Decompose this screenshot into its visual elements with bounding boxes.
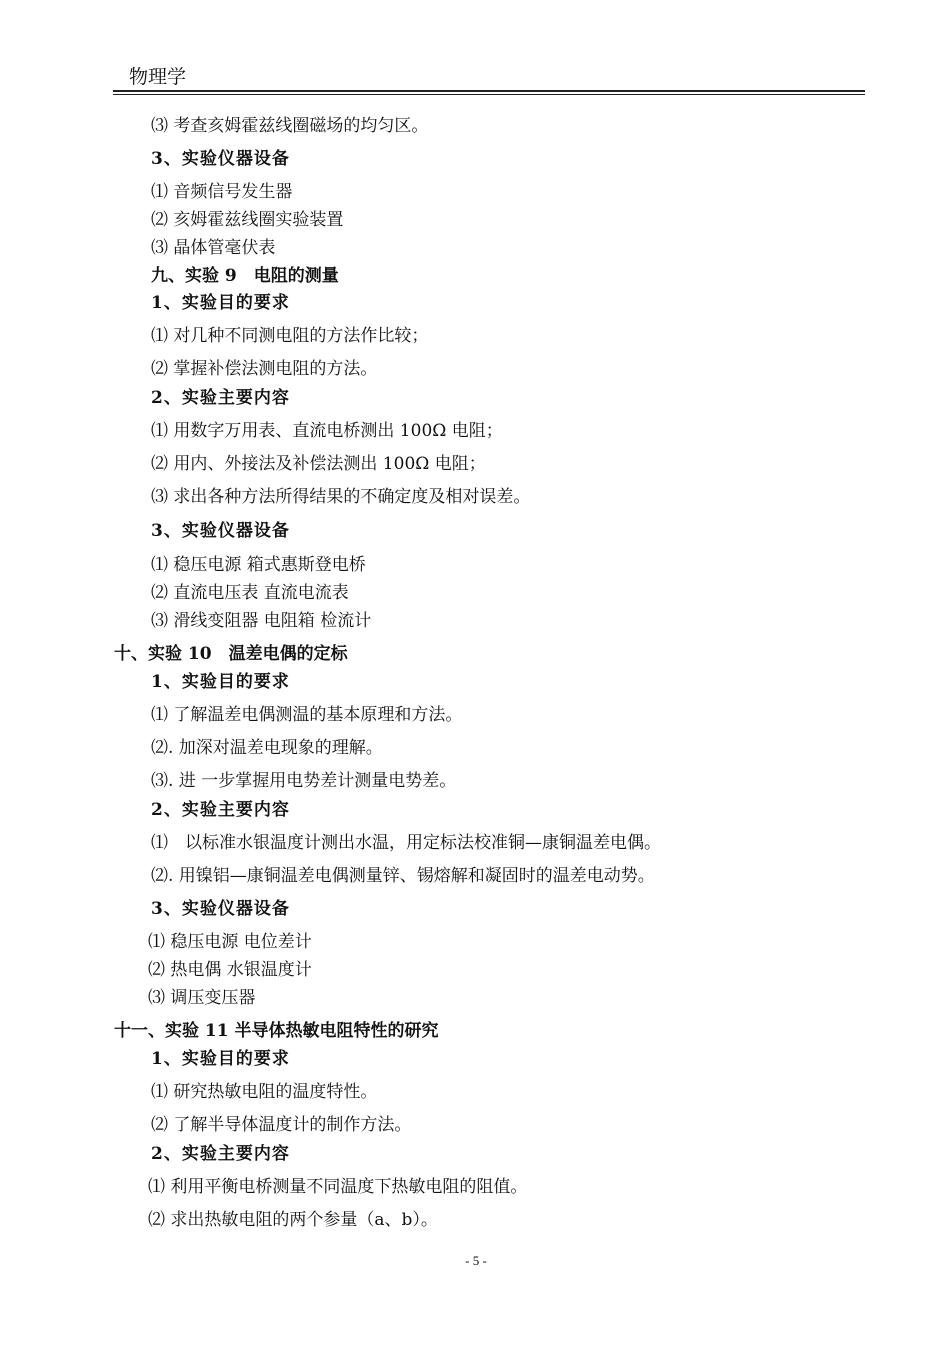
experiment-title: 十、实验 10 温差电偶的定标 — [114, 644, 348, 664]
experiment-title: 九、实验 9 电阻的测量 — [151, 266, 339, 286]
section-heading: 3、实验仪器设备 — [151, 899, 290, 919]
list-item: ⑴ 了解温差电偶测温的基本原理和方法。 — [151, 705, 463, 725]
list-item: ⑶ 求出各种方法所得结果的不确定度及相对误差。 — [151, 487, 531, 507]
list-item: ⑵ 求出热敏电阻的两个参量（a、b）。 — [148, 1210, 438, 1230]
list-item: ⑶. 进 一步掌握用电势差计测量电势差。 — [151, 771, 457, 791]
header-title: 物理学 — [129, 66, 187, 88]
list-item: ⑴ 利用平衡电桥测量不同温度下热敏电阻的阻值。 — [148, 1177, 528, 1197]
list-item: ⑵ 亥姆霍兹线圈实验装置 — [151, 210, 344, 230]
list-item: ⑴ 稳压电源 箱式惠斯登电桥 — [151, 555, 366, 575]
list-item: ⑵ 直流电压表 直流电流表 — [151, 583, 349, 603]
list-item: ⑴ 研究热敏电阻的温度特性。 — [151, 1082, 378, 1102]
list-item: ⑵ 了解半导体温度计的制作方法。 — [151, 1115, 412, 1135]
header-rule-thick — [113, 90, 865, 92]
section-heading: 2、实验主要内容 — [151, 1144, 290, 1164]
section-heading: 1、实验目的要求 — [151, 1049, 290, 1069]
list-item: ⑴ 用数字万用表、直流电桥测出 100Ω 电阻； — [151, 421, 503, 441]
list-item: ⑴ 稳压电源 电位差计 — [148, 932, 312, 952]
list-item: ⑵ 用内、外接法及补偿法测出 100Ω 电阻； — [151, 454, 486, 474]
list-item: ⑶ 滑线变阻器 电阻箱 检流计 — [151, 611, 372, 631]
header-rule-thin — [113, 94, 865, 95]
list-item: ⑶ 考查亥姆霍兹线圈磁场的均匀区。 — [151, 116, 429, 136]
list-item: ⑵ 掌握补偿法测电阻的方法。 — [151, 359, 378, 379]
section-heading: 1、实验目的要求 — [151, 672, 290, 692]
experiment-title: 十一、实验 11 半导体热敏电阻特性的研究 — [114, 1021, 439, 1041]
list-item: ⑴ 对几种不同测电阻的方法作比较； — [151, 326, 429, 346]
list-item: ⑵. 用镍铝—康铜温差电偶测量锌、锡熔解和凝固时的温差电动势。 — [151, 866, 655, 886]
list-item: ⑵. 加深对温差电现象的理解。 — [151, 738, 383, 758]
list-item: ⑴ 以标准水银温度计测出水温，用定标法校准铜—康铜温差电偶。 — [151, 833, 661, 853]
list-item: ⑶ 调压变压器 — [148, 988, 256, 1008]
list-item: ⑴ 音频信号发生器 — [151, 182, 293, 202]
section-heading: 3、实验仪器设备 — [151, 521, 290, 541]
section-heading: 2、实验主要内容 — [151, 388, 290, 408]
list-item: ⑶ 晶体管毫伏表 — [151, 238, 276, 258]
section-heading: 2、实验主要内容 — [151, 800, 290, 820]
page-number: - 5 - — [465, 1253, 487, 1268]
list-item: ⑵ 热电偶 水银温度计 — [148, 960, 312, 980]
section-heading: 1、实验目的要求 — [151, 293, 290, 313]
section-heading: 3、实验仪器设备 — [151, 149, 290, 169]
